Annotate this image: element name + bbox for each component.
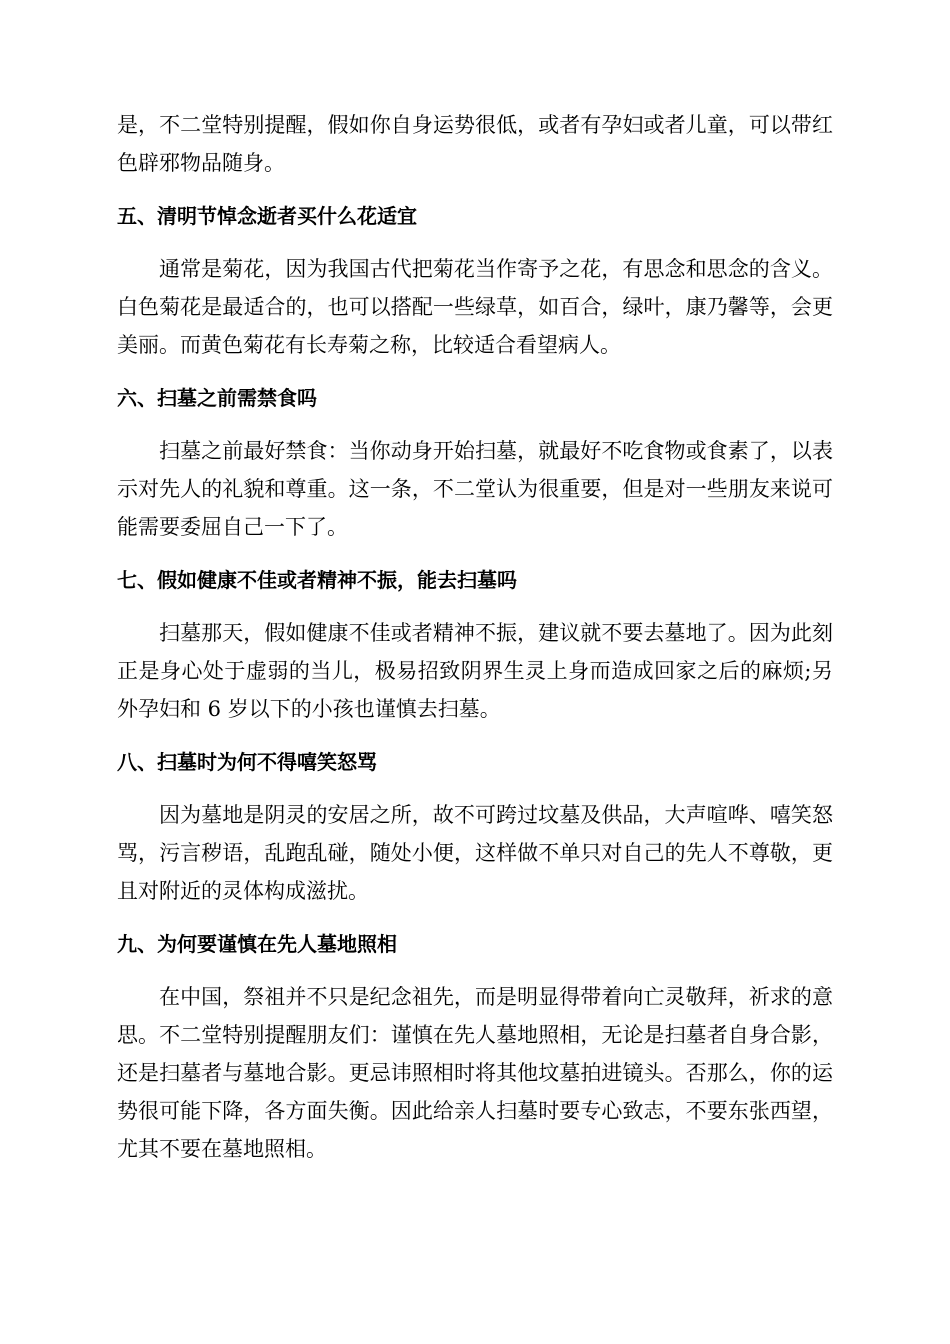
section-heading: 五、清明节悼念逝者买什么花适宜: [117, 204, 417, 228]
section-5: [117, 197, 833, 364]
section-heading: 八、扫墓时为何不得嘻笑怒骂: [117, 750, 377, 774]
intro-paragraph: 是，不二堂特别提醒，假如你自身运势很低，或者有孕妇或者儿童，可以带红色辟邪物品随身。: [117, 113, 833, 175]
section-6: [117, 379, 833, 546]
section-heading: 九、为何要谨慎在先人墓地照相: [117, 932, 397, 956]
section-paragraph: 通常是菊花，因为我国古代把菊花当作寄予之花，有思念和思念的含义。白色菊花是最适合的，也可以搭配一些绿草，如百合，绿叶，康乃馨等，会更美丽。而黄色菊花有长寿菊之称，比较适合看望病人。: [117, 257, 833, 357]
section-paragraph: 扫墓之前最好禁食：当你动身开始扫墓，就最好不吃食物或食素了，以表示对先人的礼貌和尊重。这一条，不二堂认为很重要，但是对一些朋友来说可能需要委屈自己一下了。: [117, 439, 833, 539]
section-paragraph: 因为墓地是阴灵的安居之所，故不可跨过坟墓及供品，大声喧哗、嘻笑怒骂，污言秽语，乱跑乱碰，随处小便，这样做不单只对自己的先人不尊敬，更且对附近的灵体构成滋扰。: [117, 803, 833, 903]
section-heading: 七、假如健康不佳或者精神不振，能去扫墓吗: [117, 568, 517, 592]
section-8: [117, 743, 833, 910]
section-paragraph: 在中国，祭祖并不只是纪念祖先，而是明显得带着向亡灵敬拜，祈求的意思。不二堂特别提醒朋友们：谨慎在先人墓地照相，无论是扫墓者自身合影，还是扫墓者与墓地合影。更忌讳照相时将其他坟墓拍进镜头。否那么，你的运势很可能下降，各方面失衡。因此给亲人扫墓时要专心致志，不要东张西望，尤其不要在墓地照相。: [117, 985, 833, 1161]
section-7: [117, 561, 833, 728]
section-heading: 六、扫墓之前需禁食吗: [117, 386, 317, 410]
section-9: [117, 925, 833, 1168]
section-paragraph: 扫墓那天，假如健康不佳或者精神不振，建议就不要去墓地了。因为此刻正是身心处于虚弱的当儿，极易招致阴界生灵上身而造成回家之后的麻烦;另外孕妇和 6 岁以下的小孩也谨慎去扫墓。: [117, 621, 833, 721]
document-body: [117, 106, 833, 1168]
